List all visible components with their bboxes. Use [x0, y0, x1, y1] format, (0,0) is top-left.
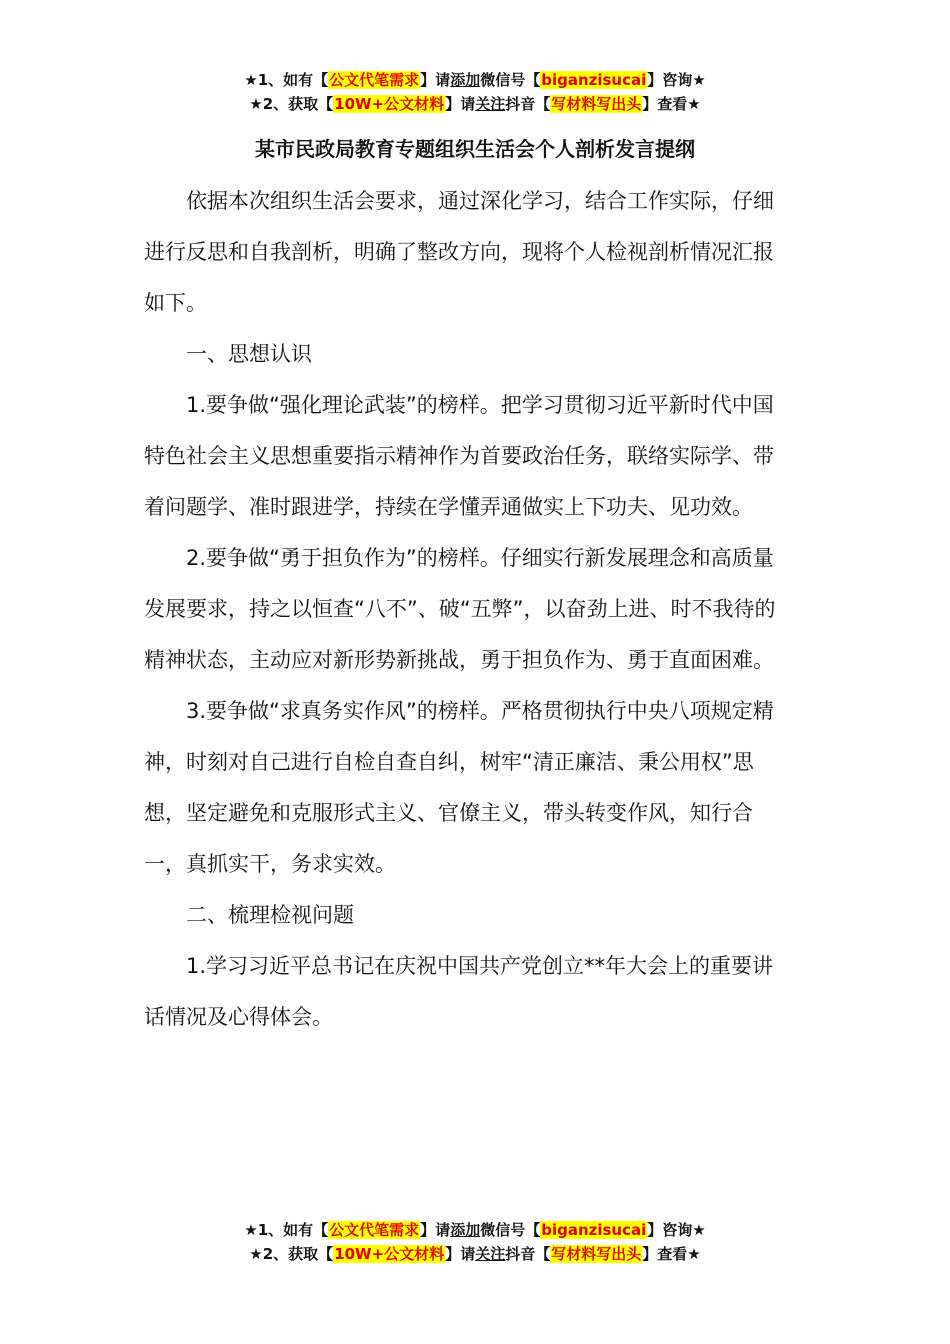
banner-text: 微信号【 [480, 71, 541, 89]
banner-text: 】请 [420, 1221, 451, 1239]
banner-highlight: biganzisucai [541, 71, 647, 89]
banner-text: 】咨询★ [647, 71, 706, 89]
banner-line-2 [0, 92, 950, 116]
banner-highlight: 公文代笔需求 [329, 1221, 420, 1239]
banner-highlight: 10W+公文材料 [334, 95, 445, 113]
banner-highlight: 写材料写出头 [551, 95, 642, 113]
top-banner [0, 68, 950, 116]
document-body [144, 176, 794, 1043]
banner-line-1 [0, 68, 950, 92]
banner-line-2 [0, 1242, 950, 1266]
banner-highlight: biganzisucai [541, 1221, 647, 1239]
banner-highlight: 10W+公文材料 [334, 1245, 445, 1263]
banner-highlight: 写材料写出头 [551, 1245, 642, 1263]
banner-text: ★1、如有【 [244, 1221, 329, 1239]
banner-emphasis: 添加 [450, 1221, 481, 1239]
banner-text: 】请 [445, 95, 476, 113]
paragraph-item: 1.学习习近平总书记在庆祝中国共产党创立**年大会上的重要讲话情况及心得体会。 [144, 954, 774, 1029]
banner-highlight: 公文代笔需求 [329, 71, 420, 89]
banner-text: 抖音【 [505, 95, 551, 113]
banner-text: 】请 [420, 71, 451, 89]
banner-text: 】请 [445, 1245, 476, 1263]
banner-text: 】查看★ [642, 95, 701, 113]
banner-text: ★2、获取【 [249, 1245, 334, 1263]
section-heading-1: 一、思想认识 [186, 342, 312, 366]
banner-line-1 [0, 1218, 950, 1242]
banner-text: 微信号【 [480, 1221, 541, 1239]
banner-text: 】咨询★ [647, 1221, 706, 1239]
paragraph-item: 2.要争做“勇于担负作为”的榜样。仔细实行新发展理念和高质量发展要求，持之以恒查“八不”、破“五弊”，以奋劲上进、时不我待的精神状态，主动应对新形势新挑战，勇于担负作为、勇于直面困难。 [144, 546, 776, 672]
paragraph-intro: 依据本次组织生活会要求，通过深化学习，结合工作实际，仔细进行反思和自我剖析，明确了整改方向，现将个人检视剖析情况汇报如下。 [144, 189, 774, 315]
bottom-banner [0, 1218, 950, 1266]
banner-text: ★1、如有【 [244, 71, 329, 89]
section-heading-2: 二、梳理检视问题 [186, 903, 354, 927]
banner-emphasis: 添加 [450, 71, 481, 89]
banner-text: 】查看★ [642, 1245, 701, 1263]
banner-text: 抖音【 [505, 1245, 551, 1263]
banner-text: ★2、获取【 [249, 95, 334, 113]
paragraph-item: 3.要争做“求真务实作风”的榜样。严格贯彻执行中央八项规定精神，时刻对自己进行自检自查自纠，树牢“清正廉洁、秉公用权”思想，坚定避免和克服形式主义、官僚主义，带头转变作风，知行合一，真抓实干，务求实效。 [144, 699, 774, 876]
document-title: 某市民政局教育专题组织生活会个人剖析发言提纲 [255, 137, 695, 161]
paragraph-item: 1.要争做“强化理论武装”的榜样。把学习贯彻习近平新时代中国特色社会主义思想重要指示精神作为首要政治任务，联络实际学、带着问题学、准时跟进学，持续在学懂弄通做实上下功夫、见功效。 [144, 393, 774, 519]
banner-emphasis: 关注 [475, 95, 506, 113]
banner-emphasis: 关注 [475, 1245, 506, 1263]
